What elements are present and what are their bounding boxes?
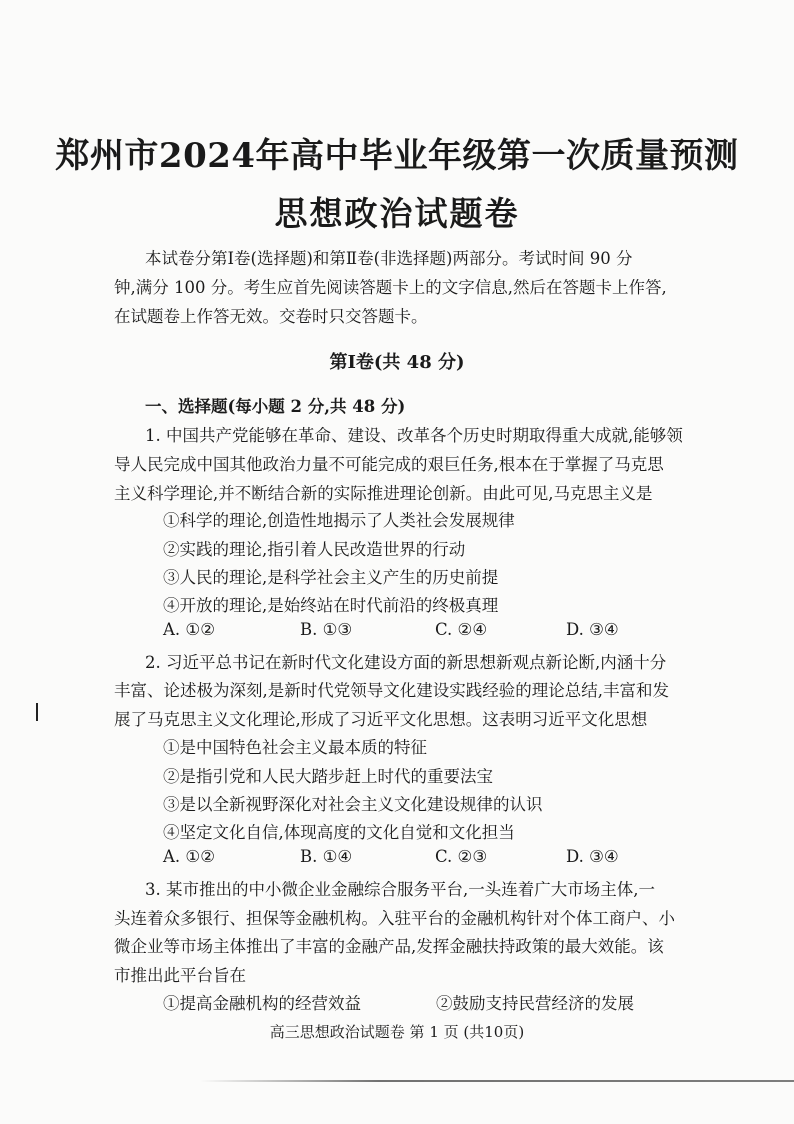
question-2-item: ④坚定文化自信,体现高度的文化自觉和文化担当	[163, 823, 515, 842]
question-2-choice-b: B. ①④	[300, 847, 353, 866]
question-1-item: ③人民的理论,是科学社会主义产生的历史前提	[163, 568, 499, 587]
question-2-choice-d: D. ③④	[566, 847, 619, 866]
exam-title: 郑州市2024年高中毕业年级第一次质量预测	[55, 136, 739, 176]
question-2-choice-a: A. ①②	[163, 847, 215, 866]
question-3-stem-line: 微企业等市场主体推出了丰富的金融产品,发挥金融扶持政策的最大效能。该	[114, 937, 664, 956]
question-2-choice-c: C. ②③	[435, 847, 488, 866]
scan-edge-line	[200, 1080, 794, 1082]
question-3-stem-line: 头连着众多银行、担保等金融机构。入驻平台的金融机构针对个体工商户、小	[114, 909, 675, 928]
intro-line: 本试卷分第Ⅰ卷(选择题)和第Ⅱ卷(非选择题)两部分。考试时间 90 分	[145, 249, 633, 268]
question-1-choice-d: D. ③④	[566, 620, 619, 639]
question-3-stem-line: 市推出此平台旨在	[114, 966, 246, 985]
question-1-item: ①科学的理论,创造性地揭示了人类社会发展规律	[163, 511, 515, 530]
question-3-item: ②鼓励支持民营经济的发展	[436, 994, 634, 1013]
intro-line: 在试题卷上作答无效。交卷时只交答题卡。	[114, 307, 428, 326]
intro-line: 钟,满分 100 分。考生应首先阅读答题卡上的文字信息,然后在答题卡上作答,	[114, 278, 667, 297]
scan-mark	[36, 703, 38, 721]
question-2-stem-line: 丰富、论述极为深刻,是新时代党领导文化建设实践经验的理论总结,丰富和发	[114, 681, 669, 700]
question-2-stem-line: 展了马克思主义文化理论,形成了习近平文化思想。这表明习近平文化思想	[114, 710, 648, 729]
question-2-stem-line: 2. 习近平总书记在新时代文化建设方面的新思想新观点新论断,内涵十分	[145, 653, 667, 672]
question-3-stem-line: 3. 某市推出的中小微企业金融综合服务平台,一头连着广大市场主体,一	[145, 880, 655, 899]
question-3-item: ①提高金融机构的经营效益	[163, 994, 361, 1013]
question-2-item: ③是以全新视野深化对社会主义文化建设规律的认识	[163, 795, 543, 814]
part-heading: 一、选择题(每小题 2 分,共 48 分)	[145, 397, 406, 416]
question-1-choice-c: C. ②④	[435, 620, 488, 639]
page-footer: 高三思想政治试题卷 第 1 页 (共10页)	[269, 1023, 525, 1041]
question-2-item: ①是中国特色社会主义最本质的特征	[163, 738, 427, 757]
question-1-choice-a: A. ①②	[163, 620, 215, 639]
section-heading: 第Ⅰ卷(共 48 分)	[329, 352, 465, 373]
question-1-stem-line: 主义科学理论,并不断结合新的实际推进理论创新。由此可见,马克思主义是	[114, 484, 653, 503]
question-1-choice-b: B. ①③	[300, 620, 353, 639]
question-1-stem-line: 导人民完成中国其他政治力量不可能完成的艰巨任务,根本在于掌握了马克思	[114, 455, 664, 474]
question-1-item: ②实践的理论,指引着人民改造世界的行动	[163, 540, 466, 559]
exam-subtitle: 思想政治试题卷	[274, 194, 520, 233]
question-1-stem-line: 1. 中国共产党能够在革命、建设、改革各个历史时期取得重大成就,能够领	[145, 426, 683, 445]
question-1-item: ④开放的理论,是始终站在时代前沿的终极真理	[163, 596, 499, 615]
question-2-item: ②是指引党和人民大踏步赶上时代的重要法宝	[163, 767, 493, 786]
